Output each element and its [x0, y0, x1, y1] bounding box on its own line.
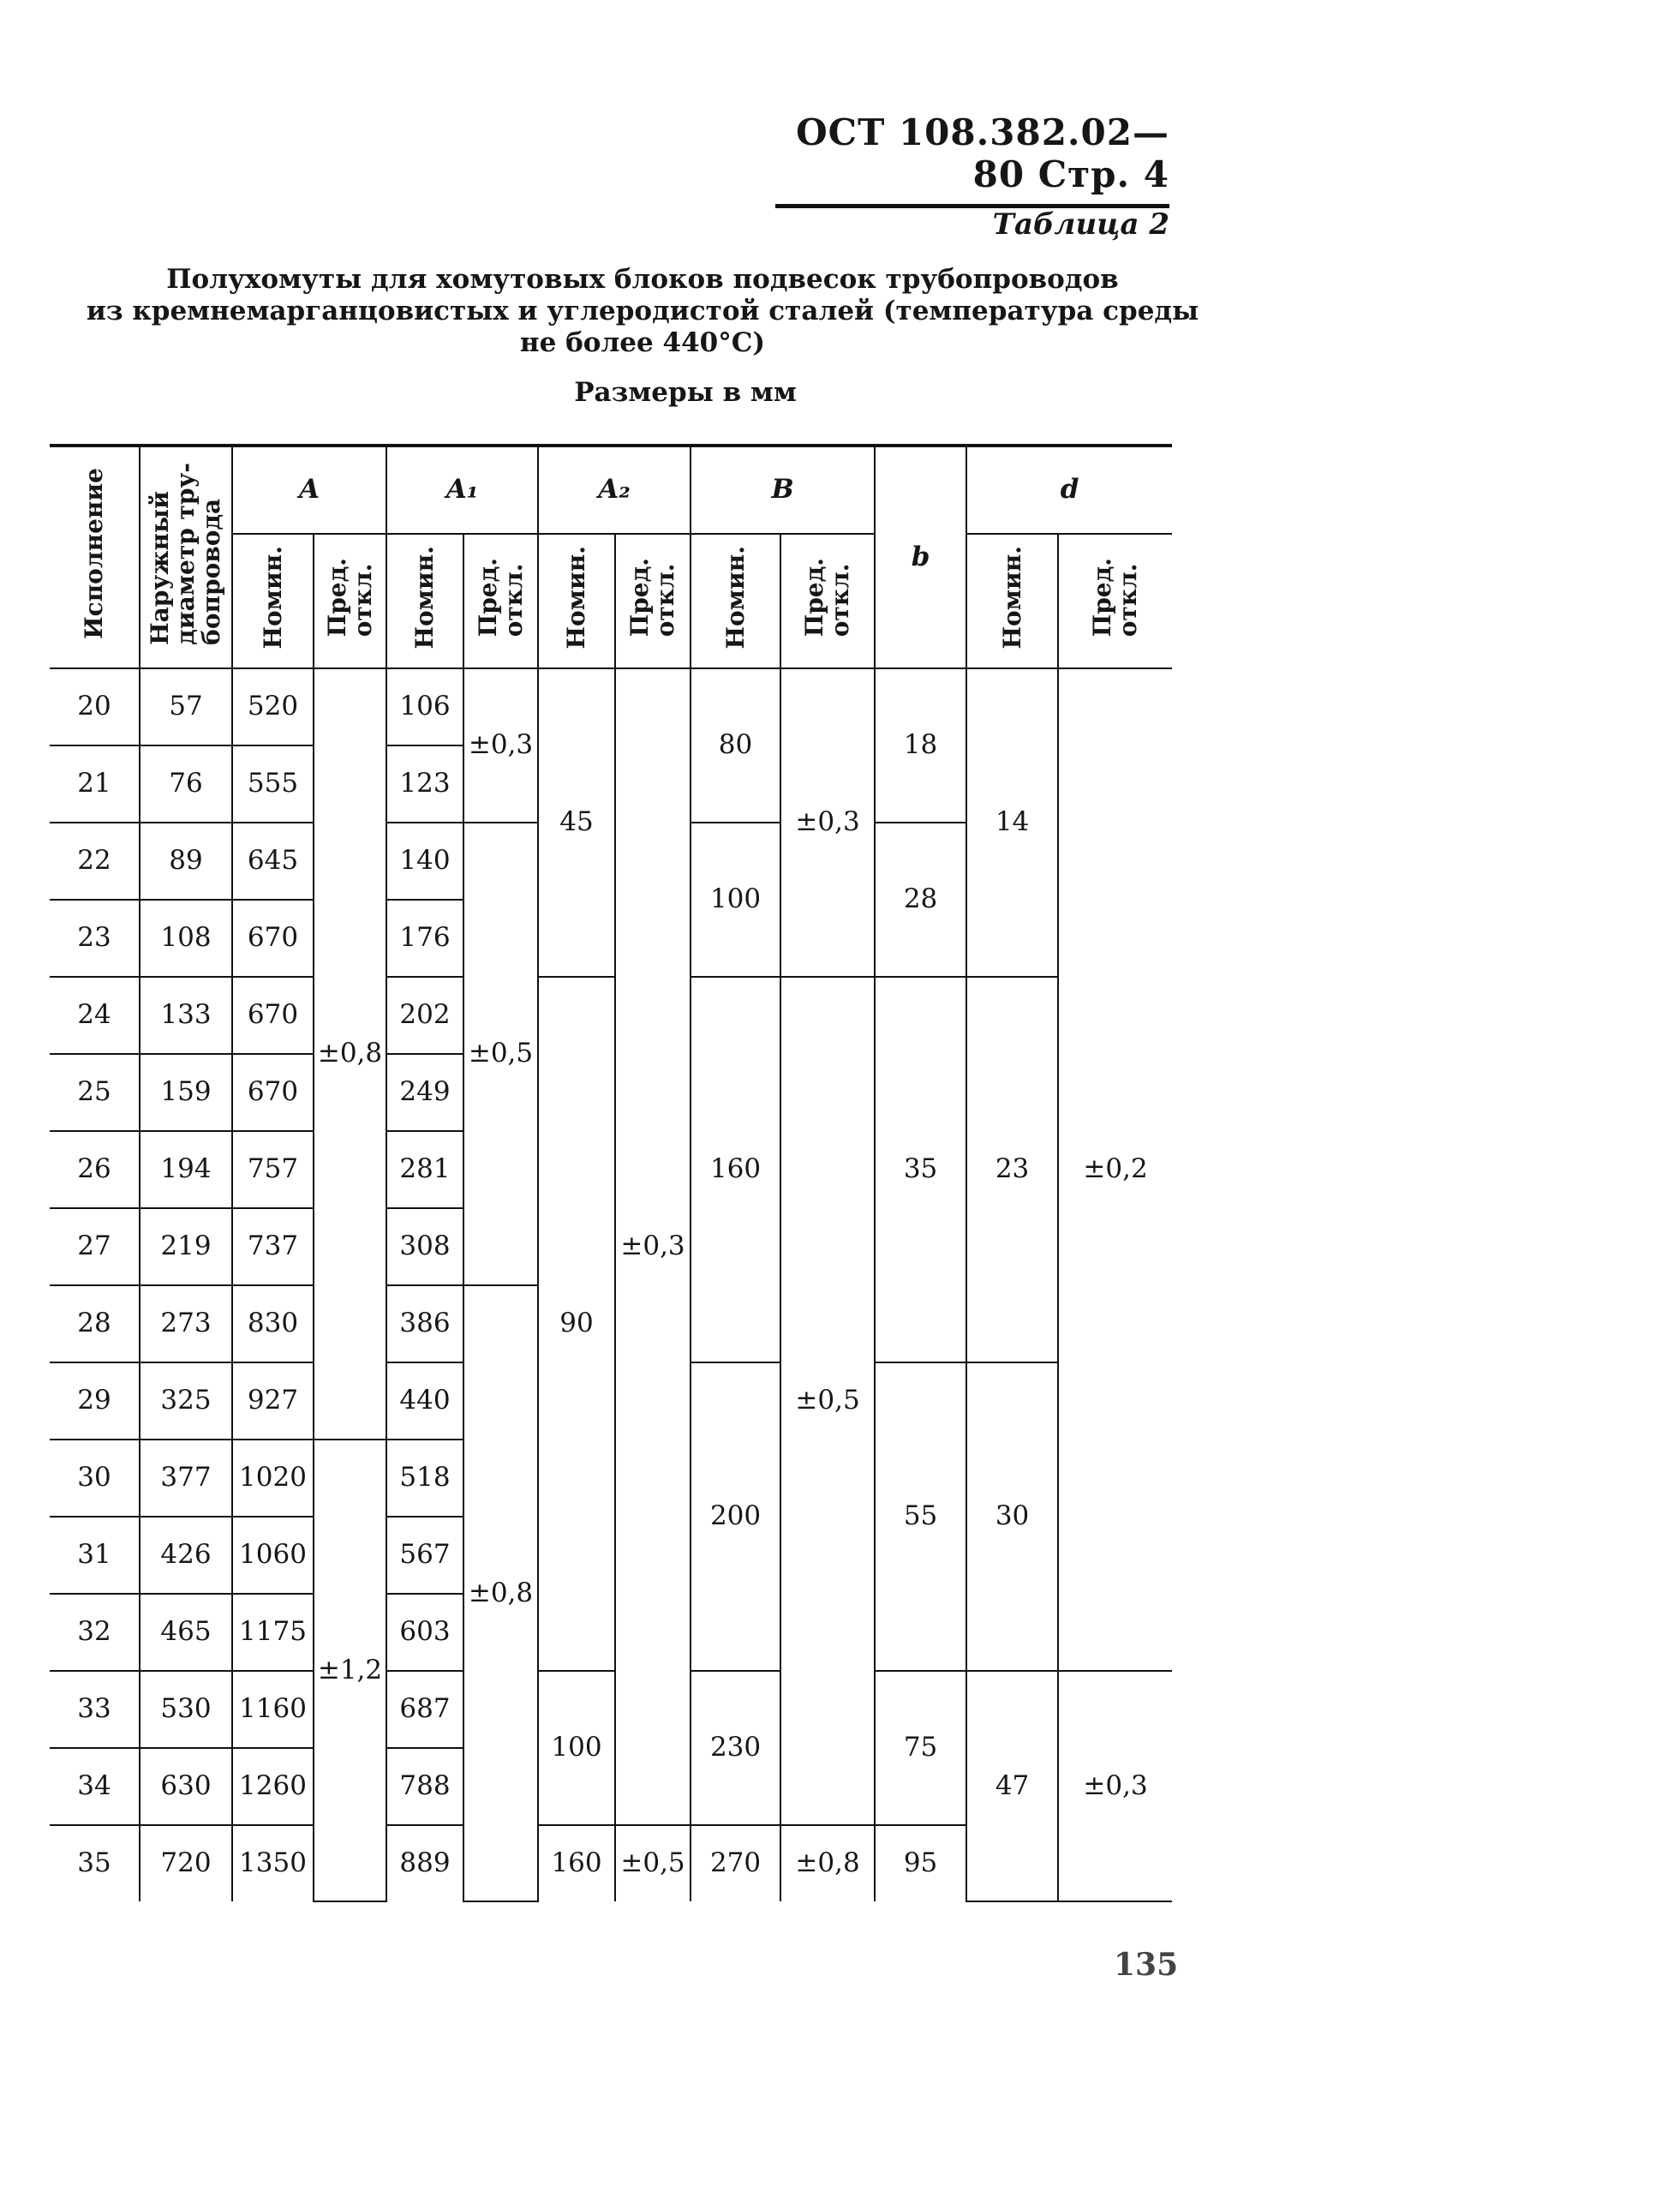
diameter-cell: 720 [140, 1825, 232, 1901]
diameter-cell: 57 [140, 668, 232, 745]
b-cell: 28 [875, 823, 966, 977]
page-corner-mark: 135 [1114, 1947, 1179, 1983]
B-nom-cell: 100 [691, 823, 780, 977]
B-tol-cell: ±0,3 [780, 668, 875, 977]
d-nom-cell: 23 [966, 977, 1058, 1362]
B-nom-cell: 230 [691, 1671, 780, 1825]
ispolnenie-cell: 22 [50, 823, 140, 900]
ispolnenie-cell: 30 [50, 1440, 140, 1517]
ispolnenie-cell: 28 [50, 1285, 140, 1362]
A1-nom-cell: 123 [386, 745, 463, 823]
A1-nom-cell: 308 [386, 1208, 463, 1285]
A1-nom-cell: 788 [386, 1748, 463, 1825]
d-tol-cell: ±0,3 [1058, 1671, 1172, 1901]
header-A2-nomin [538, 534, 615, 668]
A1-nom-cell: 249 [386, 1054, 463, 1131]
A-nom-cell: 737 [232, 1208, 314, 1285]
header-A2: A₂ [538, 446, 691, 534]
table-number: Таблица 2 [992, 207, 1169, 242]
diameter-cell: 465 [140, 1594, 232, 1671]
diameter-cell: 325 [140, 1362, 232, 1440]
b-cell: 95 [875, 1825, 966, 1901]
diameter-cell: 133 [140, 977, 232, 1054]
A-nom-cell: 1060 [232, 1517, 314, 1594]
header-label: Номин. [720, 545, 750, 650]
ispolnenie-cell: 32 [50, 1594, 140, 1671]
diameter-cell: 630 [140, 1748, 232, 1825]
A2-nom-cell: 90 [538, 977, 615, 1671]
diameter-cell: 377 [140, 1440, 232, 1517]
A-nom-cell: 645 [232, 823, 314, 900]
ispolnenie-cell: 26 [50, 1131, 140, 1208]
A1-nom-cell: 176 [386, 900, 463, 977]
A-nom-cell: 1020 [232, 1440, 314, 1517]
A-nom-cell: 520 [232, 668, 314, 745]
table-row [50, 668, 1172, 745]
ispolnenie-cell: 24 [50, 977, 140, 1054]
A1-nom-cell: 440 [386, 1362, 463, 1440]
A1-tol-cell: ±0,5 [463, 823, 538, 1285]
d-nom-cell: 47 [966, 1671, 1058, 1901]
diameter-cell: 530 [140, 1671, 232, 1748]
ispolnenie-cell: 20 [50, 668, 140, 745]
d-tol-cell: ±0,2 [1058, 668, 1172, 1671]
A2-nom-cell: 100 [538, 1671, 615, 1825]
header-label: Номин. [410, 545, 439, 650]
ispolnenie-cell: 27 [50, 1208, 140, 1285]
ispolnenie-cell: 23 [50, 900, 140, 977]
header-A-nomin [232, 534, 314, 668]
A2-tol-cell: ±0,3 [615, 668, 691, 1825]
units-note: Размеры в мм [574, 377, 797, 408]
header-diameter [140, 446, 232, 668]
header-label: Пред. откл. [322, 558, 377, 638]
B-tol-cell: ±0,8 [780, 1825, 875, 1901]
header-A2-pred [615, 534, 691, 668]
A-nom-cell: 830 [232, 1285, 314, 1362]
header-label: Пред. откл. [625, 558, 680, 638]
header-label: Наружный диаметр тру- бопровода [146, 462, 225, 645]
A1-nom-cell: 202 [386, 977, 463, 1054]
b-cell: 35 [875, 977, 966, 1362]
header-label: Номин. [562, 545, 591, 650]
A-nom-cell: 757 [232, 1131, 314, 1208]
A1-nom-cell: 140 [386, 823, 463, 900]
B-nom-cell: 270 [691, 1825, 780, 1901]
A-nom-cell: 1175 [232, 1594, 314, 1671]
header-ispolnenie [50, 446, 140, 668]
title-line: не более 440°С) [519, 327, 766, 358]
A1-nom-cell: 567 [386, 1517, 463, 1594]
header-d-pred [1058, 534, 1172, 668]
header-b: b [875, 446, 966, 668]
header-A1-pred [463, 534, 538, 668]
header-label: Пред. откл. [1088, 558, 1143, 638]
header-label: Исполнение [80, 468, 108, 640]
header-A: A [232, 446, 386, 534]
A2-nom-cell: 45 [538, 668, 615, 977]
A-nom-cell: 670 [232, 1054, 314, 1131]
A1-tol-cell: ±0,3 [463, 668, 538, 823]
A1-nom-cell: 106 [386, 668, 463, 745]
diameter-cell: 426 [140, 1517, 232, 1594]
header-B-pred [780, 534, 875, 668]
ispolnenie-cell: 31 [50, 1517, 140, 1594]
header-label: Номин. [258, 545, 287, 650]
diameter-cell: 159 [140, 1054, 232, 1131]
table-row [50, 1671, 1172, 1748]
B-nom-cell: 200 [691, 1362, 780, 1671]
A-nom-cell: 1260 [232, 1748, 314, 1825]
A2-nom-cell: 160 [538, 1825, 615, 1901]
diameter-cell: 76 [140, 745, 232, 823]
ispolnenie-cell: 35 [50, 1825, 140, 1901]
document-reference: ОСТ 108.382.02—80 Стр. 4 [775, 111, 1169, 208]
header-label: Пред. откл. [800, 558, 855, 638]
header-B: B [691, 446, 875, 534]
A1-nom-cell: 281 [386, 1131, 463, 1208]
header-A-pred [314, 534, 386, 668]
header-B-nomin [691, 534, 780, 668]
diameter-cell: 194 [140, 1131, 232, 1208]
header-d-nomin [966, 534, 1058, 668]
title-line: из кремнемарганцовистых и углеродистой сталей (температура среды [86, 296, 1199, 326]
header-A1: A₁ [386, 446, 538, 534]
header-label: Пред. откл. [473, 558, 528, 638]
ispolnenie-cell: 21 [50, 745, 140, 823]
header-A1-nomin [386, 534, 463, 668]
B-nom-cell: 80 [691, 668, 780, 823]
d-nom-cell: 14 [966, 668, 1058, 977]
diameter-cell: 108 [140, 900, 232, 977]
header-d: d [966, 446, 1172, 534]
A-nom-cell: 1350 [232, 1825, 314, 1901]
diameter-cell: 273 [140, 1285, 232, 1362]
B-tol-cell: ±0,5 [780, 977, 875, 1825]
A-nom-cell: 555 [232, 745, 314, 823]
table-row [50, 977, 1172, 1054]
A-nom-cell: 1160 [232, 1671, 314, 1748]
ispolnenie-cell: 25 [50, 1054, 140, 1131]
A1-nom-cell: 889 [386, 1825, 463, 1901]
A-tol-cell: ±0,8 [314, 668, 386, 1440]
A2-tol-cell: ±0,5 [615, 1825, 691, 1901]
ispolnenie-cell: 29 [50, 1362, 140, 1440]
ispolnenie-cell: 33 [50, 1671, 140, 1748]
A1-nom-cell: 603 [386, 1594, 463, 1671]
A-tol-cell: ±1,2 [314, 1440, 386, 1901]
B-nom-cell: 160 [691, 977, 780, 1362]
diameter-cell: 89 [140, 823, 232, 900]
b-cell: 18 [875, 668, 966, 823]
d-nom-cell: 30 [966, 1362, 1058, 1671]
dimensions-table [50, 444, 1172, 1902]
ispolnenie-cell: 34 [50, 1748, 140, 1825]
header-label: Номин. [997, 545, 1026, 650]
table-title [86, 264, 1199, 359]
diameter-cell: 219 [140, 1208, 232, 1285]
A-nom-cell: 927 [232, 1362, 314, 1440]
A1-nom-cell: 687 [386, 1671, 463, 1748]
b-cell: 55 [875, 1362, 966, 1671]
A1-nom-cell: 386 [386, 1285, 463, 1362]
title-line: Полухомуты для хомутовых блоков подвесок трубопроводов [166, 264, 1119, 295]
A-nom-cell: 670 [232, 900, 314, 977]
A-nom-cell: 670 [232, 977, 314, 1054]
b-cell: 75 [875, 1671, 966, 1825]
A1-nom-cell: 518 [386, 1440, 463, 1517]
A1-tol-cell: ±0,8 [463, 1285, 538, 1901]
